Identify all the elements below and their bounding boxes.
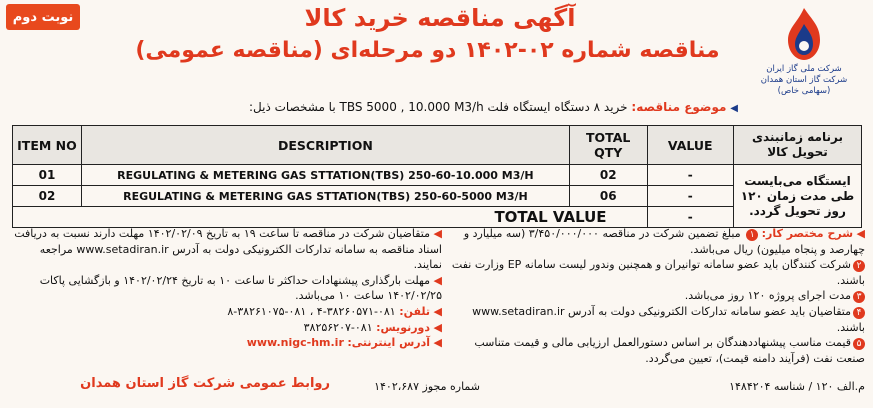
table-header-row: [13, 126, 862, 165]
number-3-icon: ۳: [853, 291, 865, 303]
bullet-triangle-icon: ◀: [430, 304, 442, 318]
header-total-qty: TOTAL QTY: [569, 126, 647, 165]
logo-text-line2: شرکت گاز استان همدان: [760, 75, 848, 85]
condition-item: مبلغ تضمین شرکت در مناقصه ۳/۴۵۰/۰۰۰/۰۰۰ (سه میلیارد و چهارصد و پنجاه میلیون) ریال می‌باشد.: [463, 227, 865, 256]
logo-text-line3: (سهامی خاص): [777, 86, 831, 96]
qty-cell: 02: [569, 165, 647, 186]
work-description-heading: شرح مختصر کار:: [761, 227, 854, 240]
description-cell: REGULATING & METERING GAS STTATION(TBS) 250-60-5000 M3/H: [81, 186, 569, 207]
subject-text: خرید ۸ دستگاه ایستگاه فلت TBS 5000 , 10.000 M3/h با مشخصات ذیل:: [249, 100, 628, 114]
header-schedule: برنامه زمانبندی تحویل کالا: [733, 126, 861, 165]
bullet-triangle-icon: ◀: [856, 227, 865, 240]
page-title: آگهی مناقصه خرید کالا: [304, 4, 576, 32]
web-label: آدرس اینترنتی:: [347, 336, 431, 350]
notices-block: [12, 226, 442, 351]
items-table: [12, 125, 862, 228]
subject-label: موضوع مناقصه:: [631, 100, 727, 114]
item-no-cell: 01: [13, 165, 82, 186]
tender-number-title: مناقصه شماره ۰۲-۱۴۰۲ دو مرحله‌ای (مناقصه عمومی): [135, 38, 720, 63]
item-no-cell: 02: [13, 186, 82, 207]
condition-item: قیمت مناسب پیشنهاددهندگان بر اساس دستورالعمل ارزیابی مالی و قیمت متناسب صنعت نفت (فرآیند دامنه قیمت)، تعیین می‌گردد.: [474, 336, 865, 365]
schedule-cell: ایستگاه می‌بایست طی مدت زمان ۱۲۰ روز تحویل گردد.: [733, 165, 861, 228]
work-description: [450, 226, 865, 366]
total-value: -: [647, 207, 733, 228]
fax-label: دورنویس:: [376, 320, 431, 334]
bullet-triangle-icon: ◀: [430, 336, 442, 350]
header-description: DESCRIPTION: [81, 126, 569, 165]
table-row: [13, 165, 862, 186]
header-value: VALUE: [647, 126, 733, 165]
fax-number: ۰۸۱-۳۸۲۵۶۲۰۷: [303, 320, 373, 334]
notice-item: متقاضیان شرکت در مناقصه تا ساعت ۱۹ به تاریخ ۱۴۰۲/۰۲/۰۹ مهلت دارند نسبت به دریافت اسناد مناقصه به سامانه تدارکات الکترونیکی دولت به آدرس www.setadiran.ir مراجعه نمایند.: [14, 227, 442, 272]
phone-label: تلفن:: [399, 304, 431, 318]
bullet-triangle-icon: ◀: [430, 227, 442, 240]
condition-item: مدت اجرای پروژه ۱۲۰ روز می‌باشد.: [684, 289, 851, 303]
bullet-triangle-icon: ◀: [730, 103, 738, 114]
bullet-triangle-icon: ◀: [430, 320, 442, 334]
header-item-no: ITEM NO: [13, 126, 82, 165]
number-1-icon: ۱: [746, 229, 758, 241]
condition-item: متقاضیان باید عضو سامانه تدارکات الکترونیکی دولت به آدرس www.setadiran.ir باشند.: [472, 304, 865, 334]
value-cell: -: [647, 186, 733, 207]
total-label: TOTAL VALUE: [13, 207, 648, 228]
flame-logo-icon: [776, 6, 832, 64]
website-link[interactable]: www.nigc-hm.ir: [246, 336, 344, 350]
logo-text-line1: شرکت ملی گاز ایران: [766, 64, 842, 74]
condition-item: شرکت کنندگان باید عضو سامانه توانیران و همچنین وندور لیست سامانه EP وزارت نفت باشند.: [451, 258, 865, 287]
bullet-triangle-icon: ◀: [430, 273, 442, 287]
publication-code: م.الف ۱۲۰ / شناسه ۱۴۸۴۲۰۴: [729, 380, 865, 393]
edition-badge: نوبت دوم: [6, 4, 80, 30]
description-cell: REGULATING & METERING GAS STTATION(TBS) 250-60-10.000 M3/H: [81, 165, 569, 186]
number-4-icon: ۴: [853, 307, 865, 319]
company-logo: [742, 6, 866, 112]
public-relations-signature: روابط عمومی شرکت گاز استان همدان: [80, 376, 330, 391]
tender-subject: [210, 100, 738, 114]
notice-item: مهلت بارگذاری پیشنهادات حداکثر تا ساعت ۱۰ به تاریخ ۱۴۰۲/۰۲/۲۴ و بازگشایی پاکات ۱۴۰۲/۰۲/۲۵ ساعت ۱۰ می‌باشد.: [39, 273, 442, 303]
number-2-icon: ۲: [853, 260, 865, 272]
qty-cell: 06: [569, 186, 647, 207]
number-5-icon: ۵: [853, 338, 865, 350]
permit-number: شماره مجوز ۱۴۰۲،۶۸۷: [374, 380, 480, 393]
phone-number: ۰۸۱-۳۸۲۶۰۵۷۱-۴ ، ۰۸۱-۳۸۲۶۱۰۷۵-۸: [227, 304, 396, 318]
value-cell: -: [647, 165, 733, 186]
